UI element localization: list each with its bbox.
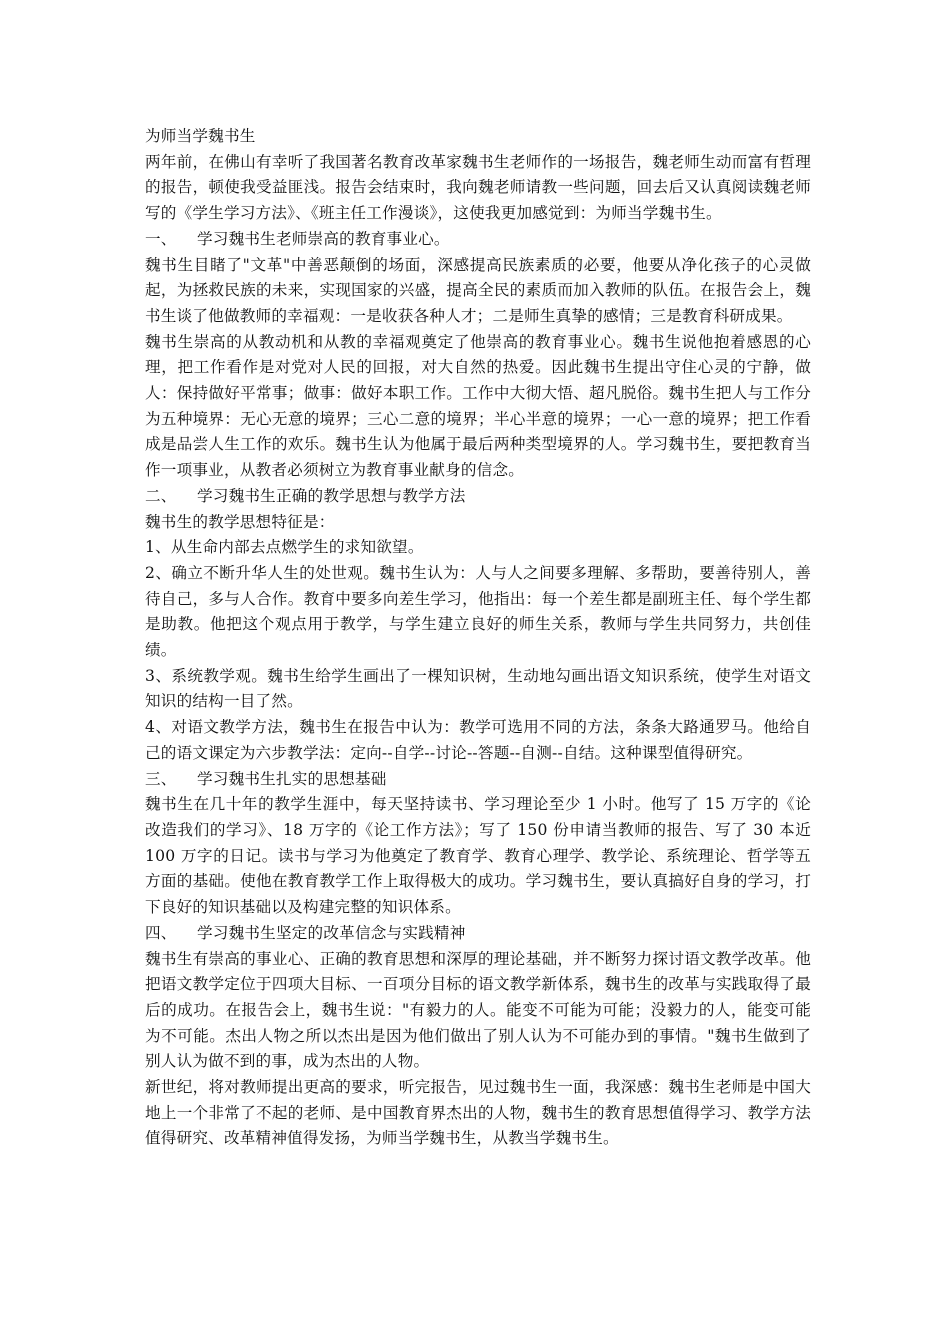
section-2-title: 学习魏书生正确的教学思想与教学方法 <box>197 486 466 505</box>
section-3-number: 三、 <box>145 769 177 788</box>
section-1-paragraph-1: 魏书生目睹了"文革"中善恶颠倒的场面，深感提高民族素质的必要，他要从净化孩子的心灵做起，为拯救民族的未来，实现国家的兴盛，提高全民的素质而加入教师的队伍。在报告会上，魏书生谈了他做教师的幸福观：一是收获各种人才；二是师生真挚的感情；三是教育科研成果。 <box>145 255 811 325</box>
section-2-item-3: 3、系统教学观。魏书生给学生画出了一棵知识树，生动地勾画出语文知识系统，使学生对语文知识的结构一目了然。 <box>145 666 811 711</box>
section-2-item-2: 2、确立不断升华人生的处世观。魏书生认为：人与人之间要多理解、多帮助，要善待别人，善待自己，多与人合作。教育中要多向差生学习，他指出：每一个差生都是副班主任、每个学生都是助教。他把这个观点用于教学，与学生建立良好的师生关系，教师与学生共同努力，共创佳绩。 <box>145 563 811 660</box>
section-4-title: 学习魏书生坚定的改革信念与实践精神 <box>197 923 466 942</box>
section-2-item-4: 4、对语文教学方法，魏书生在报告中认为：教学可选用不同的方法，条条大路通罗马。他给自己的语文课定为六步教学法：定向--自学--讨论--答题--自测--自结。这种课型值得研究。 <box>145 718 811 762</box>
section-3-paragraph-1: 魏书生在几十年的教学生涯中，每天坚持读书、学习理论至少 1 小时。他写了 15 万字的《论改造我们的学习》、18 万字的《论工作方法》；写了 150 份申请当教师的报告、写了 30 本近 100 万字的日记。读书与学习为他奠定了教育学、教育心理学、教学论、系统理论、哲学等五方面的基础。使他在教育教学工作上取得极大的成功。学习魏书生，要认真搞好自身的学习，打下良好的知识基础以及构建完整的知识体系。 <box>145 795 811 917</box>
document-title: 为师当学魏书生 <box>145 127 256 145</box>
section-2-item-1: 1、从生命内部去点燃学生的求知欲望。 <box>145 538 424 557</box>
document-body <box>145 124 811 1152</box>
section-4-number: 四、 <box>145 923 177 942</box>
intro-paragraph: 两年前，在佛山有幸听了我国著名教育改革家魏书生老师作的一场报告，魏老师生动而富有哲理的报告，顿使我受益匪浅。报告会结束时，我向魏老师请教一些问题，回去后又认真阅读魏老师写的《学生学习方法》、《班主任工作漫谈》，这使我更加感觉到：为师当学魏书生。 <box>145 152 811 223</box>
section-1-heading <box>145 227 811 253</box>
section-2-lead: 魏书生的教学思想特征是： <box>145 512 335 531</box>
section-3-heading <box>145 767 811 793</box>
section-4-paragraph-1: 魏书生有崇高的事业心、正确的教育思想和深厚的理论基础，并不断努力探讨语文教学改革。他把语文教学定位于四项大目标、一百项分目标的语文教学新体系，魏书生的改革与实践取得了最后的成功。在报告会上，魏书生说："有毅力的人。能变不可能为可能；没毅力的人，能变可能为不可能。杰出人物之所以杰出是因为他们做出了别人认为不可能办到的事情。"魏书生做到了别人认为做不到的事，成为杰出的人物。 <box>145 949 811 1071</box>
conclusion-paragraph: 新世纪，将对教师提出更高的要求，听完报告，见过魏书生一面，我深感：魏书生老师是中国大地上一个非常了不起的老师、是中国教育界杰出的人物，魏书生的教育思想值得学习、教学方法值得研究、改革精神值得发扬，为师当学魏书生，从教当学魏书生。 <box>145 1078 811 1148</box>
section-3-title: 学习魏书生扎实的思想基础 <box>197 769 387 788</box>
section-2-number: 二、 <box>145 486 177 505</box>
section-2-heading <box>145 484 811 510</box>
section-1-paragraph-2: 魏书生崇高的从教动机和从教的幸福观奠定了他崇高的教育事业心。魏书生说他抱着感恩的心理，把工作看作是对党对人民的回报，对大自然的热爱。因此魏书生提出守住心灵的宁静，做人：保持做好平常事；做事：做好本职工作。工作中大彻大悟、超凡脱俗。魏书生把人与工作分为五种境界：无心无意的境界；三心二意的境界；半心半意的境界；一心一意的境界；把工作看成是品尝人生工作的欢乐。魏书生认为他属于最后两种类型境界的人。学习魏书生，要把教育当作一项事业，从教者必须树立为教育事业献身的信念。 <box>145 332 811 480</box>
section-1-title: 学习魏书生老师崇高的教育事业心。 <box>197 229 450 248</box>
section-4-heading <box>145 921 811 947</box>
section-1-number: 一、 <box>145 229 177 248</box>
